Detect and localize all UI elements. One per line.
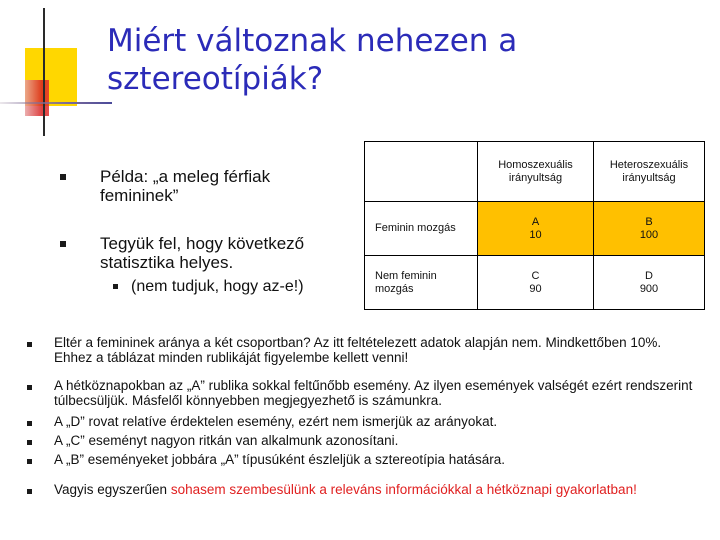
cell-b-letter: B [645, 215, 653, 228]
bullet-example: Példa: „a meleg férfiak femininek” [100, 167, 271, 205]
col-header-heterosexual: Heteroszexuális irányultság [594, 142, 705, 202]
bullet-a-cell-salience: A hétköznapokban az „A” rublika sokkal feltűnőbb esemény. Az ilyen események valségét ezért rendszerint túlbecsüljük. Másfelől könnyebben megjegyezhető is számunkra. [54, 378, 693, 408]
decor-vertical-line [43, 8, 45, 136]
cell-a [478, 202, 594, 256]
table-corner-cell [365, 142, 478, 202]
cell-d-value: 900 [639, 282, 659, 295]
conclusion-emphasis: sohasem szembesülünk a releváns információkkal a hétköznapi gyakorlatban! [170, 482, 637, 497]
contingency-table [364, 141, 705, 310]
decor-red-square [25, 80, 49, 116]
decor-horizontal-line [0, 102, 112, 104]
bullet-ratio-question: Eltér a femininek aránya a két csoportban? Az itt feltételezett adatok alapján nem. Mindkettőben 10%. Ehhez a táblázat minden rublikáját figyelembe kellett venni! [54, 335, 662, 365]
bullet-conclusion [54, 482, 694, 497]
bullet-marker [60, 174, 66, 180]
bullet-b-cell: A „B” eseményeket jobbára „A” típusúként észleljük a sztereotípia hatására. [54, 452, 505, 467]
bullet-assumption: Tegyük fel, hogy következő statisztika helyes. [100, 234, 305, 272]
bullet-c-cell: A „C” eseményt nagyon ritkán van alkalmunk azonosítani. [54, 433, 399, 448]
sub-bullet-marker [113, 284, 118, 289]
sub-bullet-note: (nem tudjuk, hogy az-e!) [131, 278, 304, 295]
cell-d-letter: D [645, 269, 653, 282]
bullet-d-cell: A „D” rovat relatíve érdektelen esemény, ezért nem ismerjük az arányokat. [54, 414, 498, 429]
cell-c-value: 90 [529, 282, 542, 295]
bullet-marker [27, 459, 32, 464]
row-header-feminine: Feminin mozgás [365, 202, 478, 256]
cell-c-letter: C [531, 269, 540, 282]
cell-b [594, 202, 705, 256]
cell-a-letter: A [531, 215, 540, 228]
bullet-marker [60, 241, 66, 247]
cell-b-value: 100 [639, 228, 659, 241]
bullet-marker [27, 440, 32, 445]
row-header-non-feminine: Nem feminin mozgás [365, 256, 478, 310]
page-title: Miért változnak nehezen a sztereotípiák? [107, 23, 518, 97]
bullet-marker [27, 489, 32, 494]
cell-d [594, 256, 705, 310]
col-header-homosexual: Homoszexuális irányultság [478, 142, 594, 202]
conclusion-prefix: Vagyis egyszerűen [54, 482, 171, 497]
cell-c [478, 256, 594, 310]
cell-a-value: 10 [529, 228, 542, 241]
bullet-marker [27, 385, 32, 390]
bullet-marker [27, 342, 32, 347]
bullet-marker [27, 421, 32, 426]
